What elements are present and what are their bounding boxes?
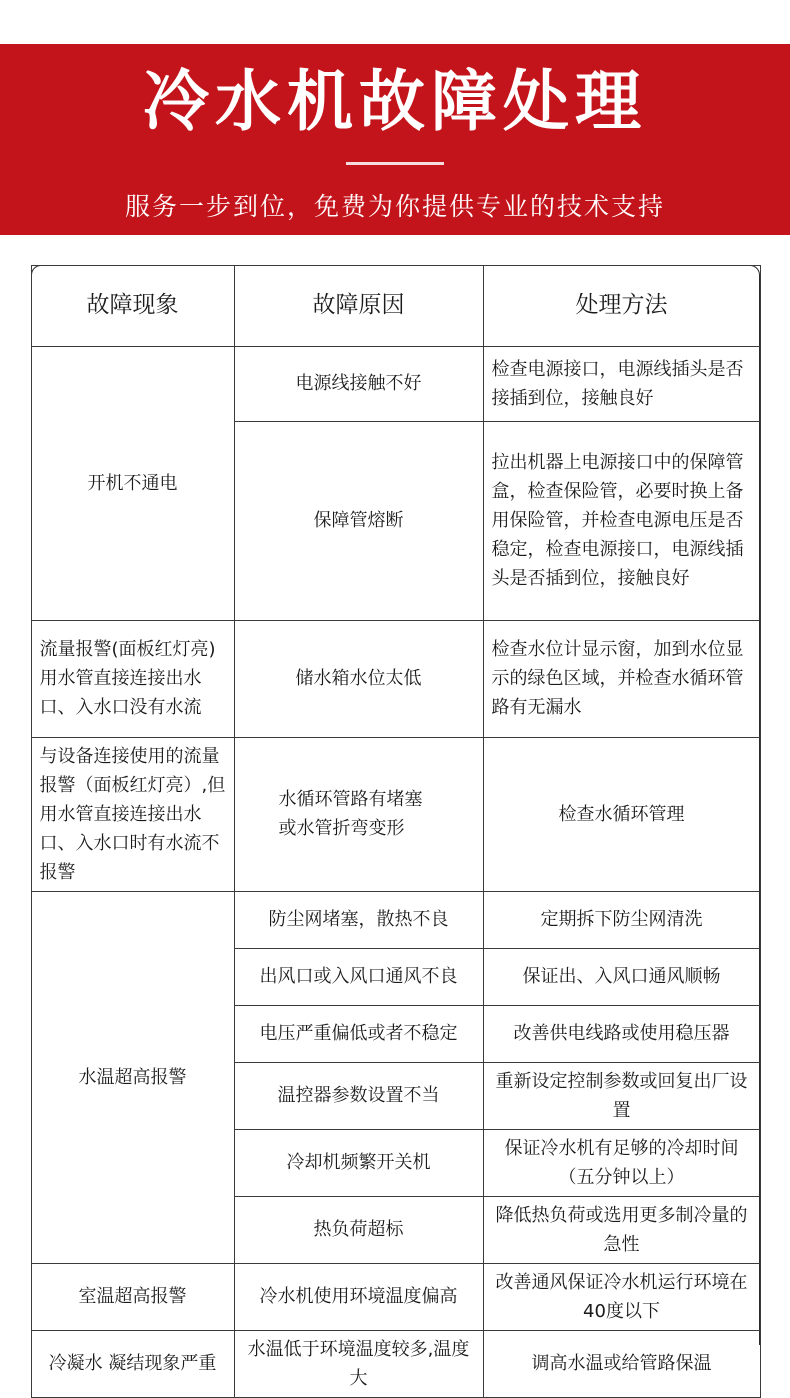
cause-cell: 水温低于环境温度较多,温度大 [234,1330,483,1397]
cause-cell: 冷却机频繁开关机 [234,1129,483,1196]
fault-table-container [31,265,760,1389]
cause-cell: 电源线接触不好 [234,346,483,421]
cause-cell: 温控器参数设置不当 [234,1062,483,1129]
table-row [31,1263,760,1330]
header-cause: 故障原因 [234,265,483,346]
header-solution: 处理方法 [483,265,760,346]
cause-cell: 电压严重偏低或者不稳定 [234,1005,483,1062]
table-header-row [31,265,760,346]
solution-cell: 改善通风保证冷水机运行环境在40度以下 [483,1263,760,1330]
symptom-cell: 流量报警(面板红灯亮)用水管直接连接出水口、入水口没有水流 [31,620,234,737]
solution-cell: 改善供电线路或使用稳压器 [483,1005,760,1062]
solution-cell: 检查水循环管理 [483,737,760,891]
solution-cell: 调高水温或给管路保温 [483,1330,760,1397]
solution-cell: 保证冷水机有足够的冷却时间（五分钟以上） [483,1129,760,1196]
solution-cell: 重新设定控制参数或回复出厂设置 [483,1062,760,1129]
cause-cell: 热负荷超标 [234,1196,483,1263]
table-row [31,891,760,948]
cause-cell: 防尘网堵塞，散热不良 [234,891,483,948]
solution-cell: 定期拆下防尘网清洗 [483,891,760,948]
fault-table [31,265,761,1398]
solution-cell: 检查电源接口，电源线插头是否接插到位，接触良好 [483,346,760,421]
cause-cell: 保障管熔断 [234,421,483,620]
cause-cell: 水循环管路有堵塞或水管折弯变形 [234,737,483,891]
page-title: 冷水机故障处理 [143,63,647,140]
solution-cell: 降低热负荷或选用更多制冷量的急性 [483,1196,760,1263]
solution-cell: 保证出、入风口通风顺畅 [483,948,760,1005]
title-divider [346,162,444,165]
cause-cell: 冷水机使用环境温度偏高 [234,1263,483,1330]
header-symptom: 故障现象 [31,265,234,346]
symptom-cell: 室温超高报警 [31,1263,234,1330]
solution-cell: 拉出机器上电源接口中的保障管盒，检查保险管，必要时换上备用保险管，并检查电源电压是否稳定，检查电源接口，电源线插头是否插到位，接触良好 [483,421,760,620]
symptom-cell: 与设备连接使用的流量报警（面板红灯亮）,但用水管直接连接出水口、入水口时有水流不报警 [31,737,234,891]
header-banner [0,44,790,235]
symptom-cell: 冷凝水 凝结现象严重 [31,1330,234,1397]
page-subtitle: 服务一步到位，免费为你提供专业的技术支持 [124,192,665,221]
solution-cell: 检查水位计显示窗，加到水位显示的绿色区域，并检查水循环管路有无漏水 [483,620,760,737]
cause-cell: 出风口或入风口通风不良 [234,948,483,1005]
symptom-cell: 水温超高报警 [31,891,234,1263]
table-row [31,1330,760,1397]
table-row [31,620,760,737]
cause-cell: 储水箱水位太低 [234,620,483,737]
symptom-cell: 开机不通电 [31,346,234,620]
table-row [31,346,760,421]
table-row [31,737,760,891]
top-strip [0,0,790,44]
